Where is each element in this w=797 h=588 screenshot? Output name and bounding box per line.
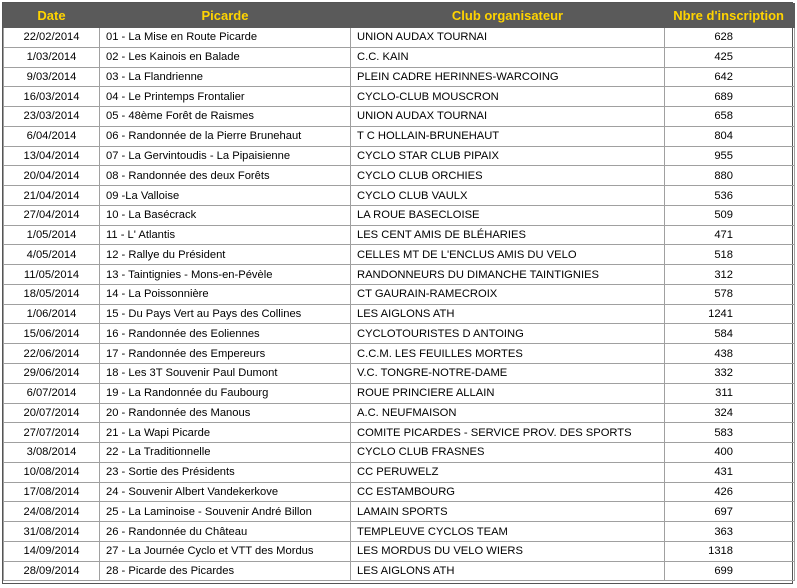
table-row — [4, 107, 795, 127]
cell-nbre: 1241 — [665, 304, 795, 324]
table-row — [4, 443, 795, 463]
cell-picarde: 25 - La Laminoise - Souvenir André Billon — [100, 502, 351, 522]
cell-picarde: 16 - Randonnée des Eoliennes — [100, 324, 351, 344]
cell-picarde: 28 - Picarde des Picardes — [100, 561, 351, 581]
cell-date: 31/08/2014 — [4, 522, 100, 542]
cell-club: A.C. NEUFMAISON — [351, 403, 665, 423]
cell-date: 4/05/2014 — [4, 245, 100, 265]
cell-club: CC PERUWELZ — [351, 462, 665, 482]
cell-date: 22/06/2014 — [4, 344, 100, 364]
table-row — [4, 205, 795, 225]
cell-date: 6/04/2014 — [4, 126, 100, 146]
cell-date: 17/08/2014 — [4, 482, 100, 502]
cell-nbre: 1318 — [665, 541, 795, 561]
cell-club: CYCLO CLUB VAULX — [351, 186, 665, 206]
cell-date: 28/09/2014 — [4, 561, 100, 581]
cell-club: CYCLO CLUB FRASNES — [351, 443, 665, 463]
cell-nbre: 536 — [665, 186, 795, 206]
cell-date: 20/07/2014 — [4, 403, 100, 423]
table-row — [4, 344, 795, 364]
table-row — [4, 541, 795, 561]
table-row — [4, 502, 795, 522]
cell-club: CYCLO-CLUB MOUSCRON — [351, 87, 665, 107]
cell-nbre: 431 — [665, 462, 795, 482]
cell-nbre: 578 — [665, 284, 795, 304]
cell-picarde: 12 - Rallye du Président — [100, 245, 351, 265]
cell-date: 27/07/2014 — [4, 423, 100, 443]
cell-club: COMITE PICARDES - SERVICE PROV. DES SPORTS — [351, 423, 665, 443]
table-row — [4, 225, 795, 245]
cell-picarde: 13 - Taintignies - Mons-en-Pévèle — [100, 265, 351, 285]
cell-club: CYCLO STAR CLUB PIPAIX — [351, 146, 665, 166]
cell-nbre: 699 — [665, 561, 795, 581]
cell-club: ROUE PRINCIERE ALLAIN — [351, 383, 665, 403]
cell-nbre: 697 — [665, 502, 795, 522]
table-row — [4, 47, 795, 67]
cell-date: 20/04/2014 — [4, 166, 100, 186]
cell-picarde: 15 - Du Pays Vert au Pays des Collines — [100, 304, 351, 324]
table-row — [4, 265, 795, 285]
cell-nbre: 583 — [665, 423, 795, 443]
cell-picarde: 04 - Le Printemps Frontalier — [100, 87, 351, 107]
table-row — [4, 522, 795, 542]
cell-date: 15/06/2014 — [4, 324, 100, 344]
cell-picarde: 08 - Randonnée des deux Forêts — [100, 166, 351, 186]
cell-date: 1/05/2014 — [4, 225, 100, 245]
cell-club: CT GAURAIN-RAMECROIX — [351, 284, 665, 304]
cell-nbre: 658 — [665, 107, 795, 127]
cell-date: 6/07/2014 — [4, 383, 100, 403]
cell-club: UNION AUDAX TOURNAI — [351, 28, 665, 48]
cell-picarde: 17 - Randonnée des Empereurs — [100, 344, 351, 364]
table-row — [4, 186, 795, 206]
inscriptions-table-frame — [2, 2, 793, 584]
table-row — [4, 245, 795, 265]
cell-picarde: 09 -La Valloise — [100, 186, 351, 206]
cell-picarde: 18 - Les 3T Souvenir Paul Dumont — [100, 364, 351, 384]
table-row — [4, 364, 795, 384]
cell-nbre: 426 — [665, 482, 795, 502]
cell-nbre: 628 — [665, 28, 795, 48]
cell-date: 9/03/2014 — [4, 67, 100, 87]
cell-nbre: 312 — [665, 265, 795, 285]
header-date: Date — [4, 4, 100, 28]
table-row — [4, 67, 795, 87]
table-row — [4, 383, 795, 403]
cell-nbre: 400 — [665, 443, 795, 463]
cell-date: 18/05/2014 — [4, 284, 100, 304]
inscriptions-table — [3, 3, 795, 581]
cell-picarde: 07 - La Gervintoudis - La Pipaisienne — [100, 146, 351, 166]
header-picarde: Picarde — [100, 4, 351, 28]
cell-club: TEMPLEUVE CYCLOS TEAM — [351, 522, 665, 542]
cell-picarde: 23 - Sortie des Présidents — [100, 462, 351, 482]
cell-club: T C HOLLAIN-BRUNEHAUT — [351, 126, 665, 146]
table-row — [4, 146, 795, 166]
cell-nbre: 471 — [665, 225, 795, 245]
cell-nbre: 425 — [665, 47, 795, 67]
table-row — [4, 87, 795, 107]
cell-picarde: 20 - Randonnée des Manous — [100, 403, 351, 423]
cell-club: PLEIN CADRE HERINNES-WARCOING — [351, 67, 665, 87]
cell-nbre: 955 — [665, 146, 795, 166]
cell-picarde: 19 - La Randonnée du Faubourg — [100, 383, 351, 403]
cell-date: 3/08/2014 — [4, 443, 100, 463]
cell-club: CELLES MT DE L'ENCLUS AMIS DU VELO — [351, 245, 665, 265]
cell-date: 13/04/2014 — [4, 146, 100, 166]
cell-club: CYCLO CLUB ORCHIES — [351, 166, 665, 186]
cell-club: LES MORDUS DU VELO WIERS — [351, 541, 665, 561]
cell-date: 22/02/2014 — [4, 28, 100, 48]
table-row — [4, 482, 795, 502]
cell-club: LES CENT AMIS DE BLÉHARIES — [351, 225, 665, 245]
cell-club: LES AIGLONS ATH — [351, 561, 665, 581]
table-row — [4, 324, 795, 344]
cell-nbre: 584 — [665, 324, 795, 344]
cell-club: RANDONNEURS DU DIMANCHE TAINTIGNIES — [351, 265, 665, 285]
cell-club: C.C. KAIN — [351, 47, 665, 67]
cell-picarde: 27 - La Journée Cyclo et VTT des Mordus — [100, 541, 351, 561]
cell-nbre: 509 — [665, 205, 795, 225]
cell-picarde: 10 - La Basécrack — [100, 205, 351, 225]
cell-nbre: 518 — [665, 245, 795, 265]
cell-date: 1/06/2014 — [4, 304, 100, 324]
cell-date: 10/08/2014 — [4, 462, 100, 482]
cell-club: CC ESTAMBOURG — [351, 482, 665, 502]
cell-nbre: 311 — [665, 383, 795, 403]
cell-date: 16/03/2014 — [4, 87, 100, 107]
cell-club: CYCLOTOURISTES D ANTOING — [351, 324, 665, 344]
cell-picarde: 01 - La Mise en Route Picarde — [100, 28, 351, 48]
table-row — [4, 403, 795, 423]
cell-date: 27/04/2014 — [4, 205, 100, 225]
cell-picarde: 11 - L' Atlantis — [100, 225, 351, 245]
cell-picarde: 21 - La Wapi Picarde — [100, 423, 351, 443]
cell-club: C.C.M. LES FEUILLES MORTES — [351, 344, 665, 364]
table-row — [4, 304, 795, 324]
cell-date: 29/06/2014 — [4, 364, 100, 384]
cell-nbre: 880 — [665, 166, 795, 186]
cell-club: LA ROUE BASECLOISE — [351, 205, 665, 225]
cell-picarde: 03 - La Flandrienne — [100, 67, 351, 87]
cell-nbre: 438 — [665, 344, 795, 364]
table-row — [4, 284, 795, 304]
cell-date: 21/04/2014 — [4, 186, 100, 206]
cell-date: 24/08/2014 — [4, 502, 100, 522]
cell-picarde: 14 - La Poissonnière — [100, 284, 351, 304]
cell-picarde: 05 - 48ème Forêt de Raismes — [100, 107, 351, 127]
table-row — [4, 423, 795, 443]
table-header-row — [4, 4, 795, 28]
table-row — [4, 166, 795, 186]
cell-date: 14/09/2014 — [4, 541, 100, 561]
cell-date: 23/03/2014 — [4, 107, 100, 127]
cell-picarde: 26 - Randonnée du Château — [100, 522, 351, 542]
cell-picarde: 24 - Souvenir Albert Vandekerkove — [100, 482, 351, 502]
cell-nbre: 363 — [665, 522, 795, 542]
cell-club: LES AIGLONS ATH — [351, 304, 665, 324]
cell-picarde: 02 - Les Kainois en Balade — [100, 47, 351, 67]
table-row — [4, 28, 795, 48]
cell-club: LAMAIN SPORTS — [351, 502, 665, 522]
cell-nbre: 689 — [665, 87, 795, 107]
table-row — [4, 561, 795, 581]
cell-nbre: 642 — [665, 67, 795, 87]
cell-date: 1/03/2014 — [4, 47, 100, 67]
cell-nbre: 324 — [665, 403, 795, 423]
cell-date: 11/05/2014 — [4, 265, 100, 285]
cell-club: V.C. TONGRE-NOTRE-DAME — [351, 364, 665, 384]
cell-club: UNION AUDAX TOURNAI — [351, 107, 665, 127]
table-row — [4, 462, 795, 482]
cell-nbre: 804 — [665, 126, 795, 146]
header-club: Club organisateur — [351, 4, 665, 28]
cell-picarde: 06 - Randonnée de la Pierre Brunehaut — [100, 126, 351, 146]
header-nbre: Nbre d'inscription — [665, 4, 795, 28]
cell-nbre: 332 — [665, 364, 795, 384]
cell-picarde: 22 - La Traditionnelle — [100, 443, 351, 463]
table-row — [4, 126, 795, 146]
table-body — [4, 28, 795, 581]
